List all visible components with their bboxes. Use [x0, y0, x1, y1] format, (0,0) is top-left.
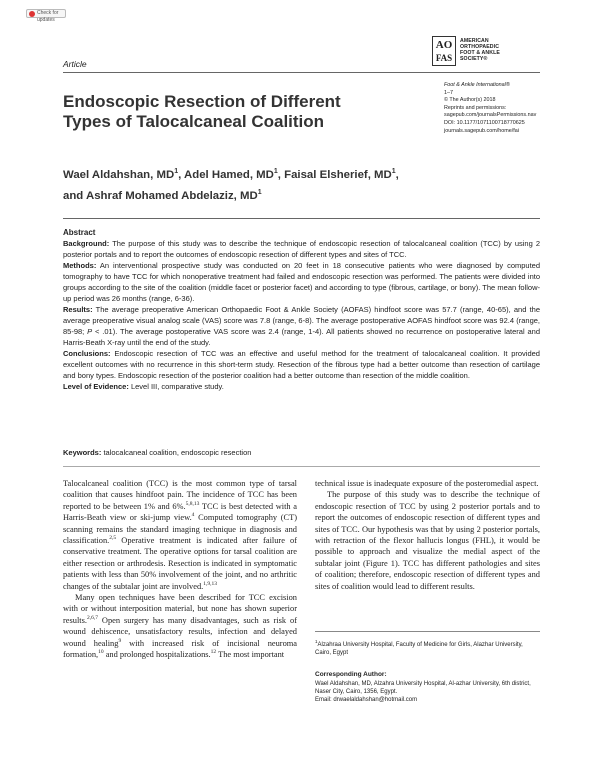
affiliation-text: Alzahraa University Hospital, Faculty of Medicine for Girls, Alazhar University, Cairo, Egypt: [315, 642, 523, 657]
body-paragraph: [63, 592, 297, 660]
footnote-divider: [315, 631, 540, 632]
page-title: [63, 92, 403, 132]
section-text: Level III, comparative study.: [130, 382, 224, 391]
logo-letters-bottom: FAS: [435, 53, 453, 63]
citation: 2,5: [109, 535, 117, 542]
section-label: Results:: [63, 305, 93, 314]
body-text: Operative treatment is indicated after failure of conservative treatment. The operative options for tarsal coalition are either resection or arthrodesis. Resection is indicated in symptomatic patients with less than 50% involvement of the joint, and no arthritic changes of the subtalar joint are involved.: [63, 536, 297, 591]
logo-line: ORTHOPAEDIC: [460, 44, 500, 50]
body-text: Talocalcaneal coalition (TCC) is the most common type of tarsal coalition that causes hindfoot pain. The incidence of TCC has been reported to be between 1% and 6%.: [63, 479, 297, 511]
body-text: Computed tomography (CT) scanning remains the standard imaging technique in diagnosis and classification.: [63, 513, 297, 546]
section-text: The average preoperative American Orthopaedic Foot & Ankle Society (AOFAS) hindfoot score was 57.7 (range, 40-65), and the average preoperative visual analog scale (VAS) score was 7.8 (range, 6-8). The average postoperative AOFAS hindfoot score was 92.4 (range, 85-98;: [63, 305, 541, 336]
citation: 9: [118, 637, 122, 644]
logo-line: FOOT & ANKLE: [460, 50, 500, 56]
section-text: The purpose of this study was to describe the technique of endoscopic resection of talocalcaneal coalition (TCC) by using 2 posterior portals and to report the outcomes of endoscopic resection of different types and sites of TCC.: [63, 239, 541, 259]
journal-link[interactable]: journals.sagepub.com/home/fai: [444, 127, 519, 134]
body-text: TCC is best detected with a Harris-Beath view or ski-jump view.: [63, 501, 297, 523]
reprints-label: Reprints and permissions:: [444, 104, 507, 111]
body-text: Many open techniques have been described for TCC excision with or without interposition material, but none has shown superior results.: [63, 593, 297, 625]
affiliation-mark: 1: [257, 188, 262, 196]
section-label: Methods:: [63, 261, 97, 270]
corresponding-heading: Corresponding Author:: [315, 671, 387, 678]
section-text: An interventional prospective study was conducted on 20 feet in 18 consecutive patients who were diagnosed by computed tomography to have TCC for which nonoperative treatment had failed and endoscopic resection was performed. The patients were divided into groups according to the site of the coalition (middle facet or posterior facet) and according to type (fibrous, cartilage, or bony). The mean follow-up period was 26 months (range, 6-36).: [63, 261, 541, 303]
body-text: The most important: [218, 650, 285, 660]
header-divider: [63, 72, 540, 73]
logo-letters-top: AO: [435, 39, 453, 51]
page-range: 1–7: [444, 89, 453, 96]
body-paragraph: [63, 478, 297, 592]
affiliation-mark: 1: [315, 639, 318, 644]
author: Wael Aldahshan, MD: [63, 168, 175, 181]
section-text: Endoscopic resection of TCC was an effective and useful method for the treatment of talocalcaneal coalition. It provided excellent outcomes with no recurrence in this short-term study. Resection of the fibrous type had a better outcome than resection of cartilage and bony types. Endoscopic resection of the posterior coalition had a better outcome than resection of the middle coalition.: [63, 349, 540, 380]
p-value-symbol: P: [87, 327, 93, 336]
title-line: Endoscopic Resection of Different: [63, 92, 341, 111]
section-text: < .01). The average postoperative VAS score was 2.4 (range, 1-4). All patients showed no recurrence on postoperative lateral and Harris-Beath X-ray until the end of the study.: [63, 327, 541, 347]
update-icon: [29, 11, 35, 17]
logo-mark: [432, 36, 456, 66]
affiliation-mark: 1: [391, 168, 396, 175]
author: and Ashraf Mohamed Abdelaziz, MD: [63, 189, 258, 202]
logo-text: [460, 38, 500, 62]
keywords-divider: [63, 466, 540, 467]
section-label: Background:: [63, 239, 110, 248]
check-for-updates-badge[interactable]: [26, 9, 66, 23]
badge-label: Check for updates: [37, 10, 59, 23]
doi[interactable]: DOI: 10.1177/1071100718770625: [444, 119, 525, 126]
citation: 2,6,7: [86, 615, 98, 622]
abstract-background: [63, 238, 540, 260]
abstract-conclusions: [63, 348, 540, 381]
abstract-results: [63, 304, 540, 348]
body-text: and prolonged hospitalizations.: [105, 650, 211, 660]
citation: 4: [191, 512, 195, 519]
keywords-label: Keywords:: [63, 448, 102, 457]
citation: 10: [98, 649, 104, 656]
title-line: Types of Talocalcaneal Coalition: [63, 112, 325, 131]
affiliation: [315, 638, 540, 657]
section-label: Conclusions:: [63, 349, 111, 358]
keywords-text: talocalcaneal coalition, endoscopic resection: [103, 448, 252, 457]
journal-name: Foot & Ankle International®: [444, 82, 510, 88]
body-text: with increased risk of incisional neuroma formation,: [63, 638, 297, 660]
citation: 1,9,13: [203, 580, 217, 587]
body-column-right: [315, 478, 540, 592]
section-label: Level of Evidence:: [63, 382, 129, 391]
abstract: [63, 227, 540, 392]
copyright: © The Author(s) 2018: [444, 97, 496, 104]
logo-line: AMERICAN: [460, 38, 489, 44]
body-paragraph: The purpose of this study was to describe the technique of endoscopic resection of TCC by using 2 posterior portals and to report the outcomes of endoscopic resection of different types and sites of TCC. Our hypothesis was that by using 2 posterior portals, with retraction of the flexor hallucis longus (FHL), it would be possible to approach and visualize the medial aspect of the subtalar joint (Figure 1). TCC has different pathologies and sites of coalition; therefore, endoscopic resection of different types and sites of coalition would lead to different results.: [315, 490, 540, 591]
article-type-label: Article: [63, 59, 87, 69]
corresponding-author: [315, 680, 540, 705]
author: Faisal Elsherief, MD: [284, 168, 392, 181]
affiliation-mark: 1: [174, 168, 179, 175]
author: Adel Hamed, MD: [184, 168, 274, 181]
body-paragraph: technical issue is inadequate exposure of the posteromedial aspect.: [315, 479, 539, 488]
corresponding-address: Wael Aldahshan, MD, Alzahra University Hospital, Al-azhar University, 6th district, Naser City, Cairo, 1356, Egypt.: [315, 681, 531, 696]
body-text: Open surgery has many disadvantages, such as risk of wound dehiscence, unsatisfactory results, infection and delayed wound healing: [63, 615, 297, 648]
abstract-methods: [63, 260, 540, 304]
abstract-divider: [63, 218, 540, 219]
affiliation-mark: 1: [273, 168, 278, 175]
logo-line: SOCIETY®: [460, 56, 488, 62]
author-list: Wael Aldahshan, $MD^1$, Adel Hamed, $MD^1$, Faisal Elsherief, $MD^1$, and Ashraf Mohamed Abdelaziz, $MD^1$: [63, 168, 399, 202]
abstract-heading: Abstract: [63, 228, 96, 237]
journal-info: [444, 82, 536, 135]
aofas-logo: [432, 36, 562, 66]
permissions-link[interactable]: sagepub.com/journalsPermissions.nav: [444, 112, 537, 119]
keywords: [63, 448, 251, 457]
citation: 12: [210, 649, 217, 656]
abstract-level: [63, 381, 540, 392]
citation: 5,8,13: [185, 501, 200, 508]
corresponding-email[interactable]: Email: drwaelaldahshan@hotmail.com: [315, 697, 418, 704]
body-column-left: [63, 478, 297, 661]
